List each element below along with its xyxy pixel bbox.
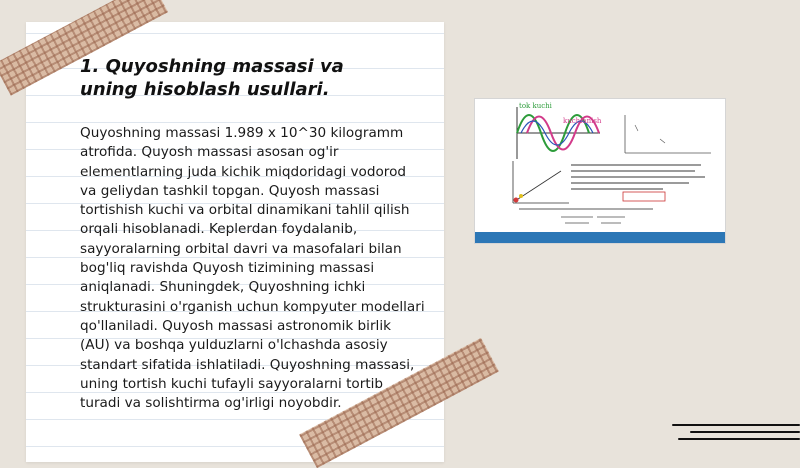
decorative-line bbox=[690, 431, 800, 433]
slide-body-text: Quyoshning massasi 1.989 x 10^30 kilogramm atrofida. Quyosh massasi asosan og'ir elementlarning juda kichik miqdoridagi vodorod va geliydan tashkil topgan. Quyosh massasi tortishish kuchi va orbital dinamikani tahlil qilish orqali hisoblanadi. Keplerdan foydalanib, sayyoralarning orbital davri va masofalari bilan bog'liq ravishda Quyosh tizimining massasi aniqlanadi. Shuningdek, Quyoshning ichki strukturasini o'rganish uchun kompyuter modellari qo'llaniladi. Quyosh massasi astronomik birlik (AU) va boshqa yulduzlarni o'lchashda asosiy standart sifatida ishlatiladi. Quyoshning massasi, uning tortish kuchi tufayli sayyoralarni tortib turadi va solishtirma og'irligi noyobdir. bbox=[80, 125, 425, 412]
decorative-line bbox=[672, 424, 800, 426]
label-kuchlanish: kuchlanish bbox=[563, 117, 602, 125]
physics-diagram bbox=[475, 99, 725, 243]
image-footer-bar bbox=[475, 232, 725, 243]
decorative-line bbox=[678, 438, 800, 440]
label-tok-kuchi: tok kuchi bbox=[519, 102, 552, 110]
embedded-slide-image bbox=[474, 98, 726, 244]
slide-heading: 1. Quyoshning massasi va uning hisoblash usullari. bbox=[80, 56, 344, 100]
